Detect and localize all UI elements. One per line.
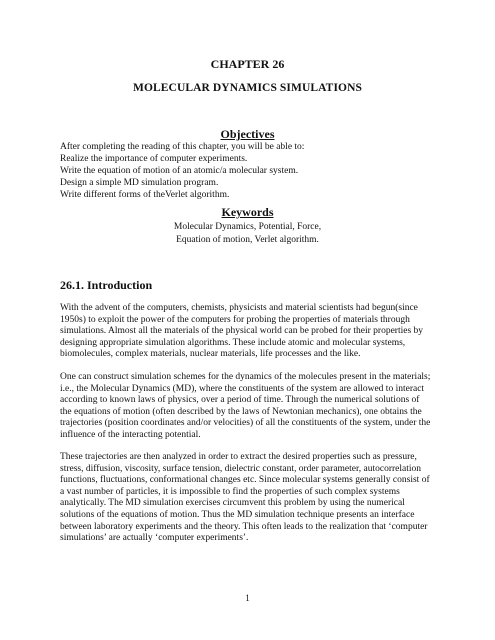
paragraph-line: With the advent of the computers, chemists, physicists and material scientists had begun(since bbox=[60, 303, 418, 313]
objective-item: Write the equation of motion of an atomic/a molecular system. bbox=[60, 166, 299, 176]
paragraph-2 bbox=[60, 372, 440, 442]
paragraph-line: simulations’ are actually ‘computer experiments’. bbox=[60, 533, 249, 544]
paragraph-line: designing appropriate simulation algorithms. These include atomic and molecular systems, bbox=[60, 337, 406, 348]
objectives-intro: After completing the reading of this chapter, you will be able to: bbox=[60, 142, 305, 152]
paragraph-line: the equations of motion (often described by the laws of Newtonian mechanics), one obtains the bbox=[60, 406, 422, 417]
paragraph-line: solutions of the equations of motion. Thus the MD simulation technique presents an interface bbox=[60, 509, 415, 520]
objectives-heading: Objectives bbox=[220, 127, 275, 141]
keywords-line: Molecular Dynamics, Potential, Force, bbox=[173, 222, 322, 232]
paragraph-line: according to known laws of physics, over a period of time. Through the numerical solutions of bbox=[60, 395, 420, 406]
paragraph-line: between laboratory experiments and the theory. This often leads to the realization that ‘computer bbox=[60, 521, 428, 532]
keywords-line: Equation of motion, Verlet algorithm. bbox=[176, 235, 319, 245]
paragraph-line: biomolecules, complex materials, nuclear materials, life processes and the like. bbox=[60, 349, 361, 360]
paragraph-1 bbox=[60, 303, 440, 361]
paragraph-line: influence of the interacting potential. bbox=[60, 429, 201, 440]
section-heading: 26.1. Introduction bbox=[60, 278, 153, 292]
paragraph-line: simulations. Almost all the materials of the physical world can be probed for their properties by bbox=[60, 326, 424, 337]
paragraph-line: analytically. The MD simulation exercises circumvent this problem by using the numerical bbox=[60, 498, 405, 509]
paragraph-line: a vast number of particles, it is impossible to find the properties of such complex systems bbox=[60, 486, 400, 497]
paragraph-line: trajectories (position coordinates and/or velocities) of all the constituents of the system, under the bbox=[60, 418, 431, 429]
keywords-heading: Keywords bbox=[221, 205, 274, 219]
objective-item: Realize the importance of computer experiments. bbox=[60, 154, 248, 164]
chapter-number: CHAPTER 26 bbox=[210, 57, 285, 71]
chapter-title: MOLECULAR DYNAMICS SIMULATIONS bbox=[133, 82, 362, 94]
paragraph-line: functions, fluctuations, conformational changes etc. Since molecular systems generally consist of bbox=[60, 475, 430, 486]
paragraph-3 bbox=[60, 452, 440, 545]
paragraph-line: 1950s) to exploit the power of the computers for probing the properties of materials through bbox=[60, 314, 410, 325]
paragraph-line: stress, diffusion, viscosity, surface tension, dielectric constant, order parameter, autocorrelation bbox=[60, 463, 422, 474]
page-number: 1 bbox=[245, 593, 250, 603]
paragraph-line: One can construct simulation schemes for the dynamics of the molecules present in the materials; bbox=[60, 372, 431, 382]
objective-item: Design a simple MD simulation program. bbox=[60, 178, 219, 188]
paragraph-line: These trajectories are then analyzed in order to extract the desired properties such as pressure, bbox=[60, 452, 417, 462]
paragraph-line: i.e., the Molecular Dynamics (MD), where the constituents of the system are allowed to interact bbox=[60, 383, 425, 394]
objective-item: Write different forms of theVerlet algorithm. bbox=[60, 190, 230, 200]
